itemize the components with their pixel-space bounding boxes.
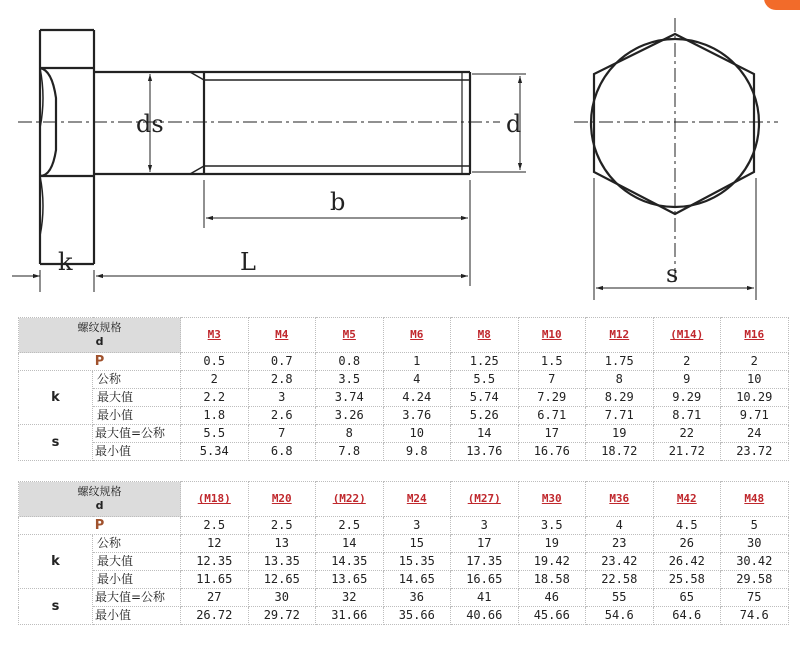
s-value: 26.72	[181, 607, 249, 625]
size-6: M36	[586, 482, 654, 517]
s-value: 23.72	[721, 443, 789, 461]
thread-spec-header	[19, 482, 181, 517]
k-sub-label: 最大值	[93, 389, 181, 407]
thread-spec-label: 螺纹规格	[77, 321, 122, 334]
pitch-row	[19, 517, 789, 535]
k-value: 2	[181, 371, 249, 389]
s-value: 7	[248, 425, 316, 443]
k-value: 18.58	[518, 571, 586, 589]
label-L: L	[240, 248, 256, 276]
k-row	[19, 371, 789, 389]
p-value-3: 1	[383, 353, 451, 371]
k-value: 15	[383, 535, 451, 553]
p-value-8: 5	[721, 517, 789, 535]
k-value: 16.65	[451, 571, 519, 589]
header-row	[19, 482, 789, 517]
s-value: 5.34	[181, 443, 249, 461]
k-value: 12	[181, 535, 249, 553]
size-8: M48	[721, 482, 789, 517]
p-value-2: 2.5	[316, 517, 384, 535]
param-p-label: P	[19, 517, 181, 535]
size-4: M8	[451, 318, 519, 353]
k-value: 9.71	[721, 407, 789, 425]
k-value: 23	[586, 535, 654, 553]
thread-spec-header	[19, 318, 181, 353]
k-row	[19, 389, 789, 407]
k-value: 13	[248, 535, 316, 553]
s-row	[19, 443, 789, 461]
k-value: 15.35	[383, 553, 451, 571]
k-value: 5.5	[451, 371, 519, 389]
k-row	[19, 571, 789, 589]
label-k: k	[58, 248, 73, 276]
p-value-2: 0.8	[316, 353, 384, 371]
size-1: M4	[248, 318, 316, 353]
label-b: b	[330, 188, 346, 216]
s-value: 13.76	[451, 443, 519, 461]
p-value-0: 0.5	[181, 353, 249, 371]
label-d: d	[506, 110, 522, 138]
k-value: 3	[248, 389, 316, 407]
s-value: 8	[316, 425, 384, 443]
size-6: M12	[586, 318, 654, 353]
k-value: 17	[451, 535, 519, 553]
p-value-4: 1.25	[451, 353, 519, 371]
k-value: 1.8	[181, 407, 249, 425]
p-value-5: 1.5	[518, 353, 586, 371]
size-7: (M14)	[653, 318, 721, 353]
k-value: 6.71	[518, 407, 586, 425]
k-sub-label: 公称	[93, 535, 181, 553]
size-0: (M18)	[181, 482, 249, 517]
k-value: 9	[653, 371, 721, 389]
size-5: M10	[518, 318, 586, 353]
size-4: (M27)	[451, 482, 519, 517]
s-value: 9.8	[383, 443, 451, 461]
p-value-3: 3	[383, 517, 451, 535]
s-value: 64.6	[653, 607, 721, 625]
k-value: 4	[383, 371, 451, 389]
s-value: 32	[316, 589, 384, 607]
top-view-dimensions	[574, 18, 778, 300]
s-value: 75	[721, 589, 789, 607]
k-value: 9.29	[653, 389, 721, 407]
p-value-7: 2	[653, 353, 721, 371]
s-sub-label: 最小值	[93, 443, 181, 461]
k-sub-label: 最小值	[93, 571, 181, 589]
k-row	[19, 407, 789, 425]
k-value: 2.2	[181, 389, 249, 407]
s-value: 22	[653, 425, 721, 443]
k-value: 5.26	[451, 407, 519, 425]
thread-spec-label: 螺纹规格	[77, 485, 122, 498]
s-value: 65	[653, 589, 721, 607]
k-value: 14	[316, 535, 384, 553]
s-value: 41	[451, 589, 519, 607]
s-value: 17	[518, 425, 586, 443]
bolt-technical-drawing	[0, 0, 800, 310]
k-sub-label: 公称	[93, 371, 181, 389]
size-8: M16	[721, 318, 789, 353]
dimension-lines	[12, 74, 526, 292]
s-value: 10	[383, 425, 451, 443]
s-sub-label: 最小值	[93, 607, 181, 625]
k-value: 3.5	[316, 371, 384, 389]
k-value: 11.65	[181, 571, 249, 589]
s-row	[19, 607, 789, 625]
k-value: 13.35	[248, 553, 316, 571]
p-value-7: 4.5	[653, 517, 721, 535]
s-value: 5.5	[181, 425, 249, 443]
s-value: 46	[518, 589, 586, 607]
size-1: M20	[248, 482, 316, 517]
pitch-row	[19, 353, 789, 371]
s-value: 6.8	[248, 443, 316, 461]
size-5: M30	[518, 482, 586, 517]
s-value: 40.66	[451, 607, 519, 625]
side-view	[40, 30, 470, 278]
spec-table-1	[18, 317, 789, 461]
k-value: 3.26	[316, 407, 384, 425]
size-3: M6	[383, 318, 451, 353]
s-value: 21.72	[653, 443, 721, 461]
size-2: (M22)	[316, 482, 384, 517]
s-value: 54.6	[586, 607, 654, 625]
s-value: 55	[586, 589, 654, 607]
k-value: 5.74	[451, 389, 519, 407]
k-value: 29.58	[721, 571, 789, 589]
thread-d-label: d	[95, 335, 104, 348]
k-value: 3.74	[316, 389, 384, 407]
s-row	[19, 589, 789, 607]
param-s-label: s	[19, 425, 93, 461]
s-sub-label: 最大值=公称	[93, 589, 181, 607]
k-value: 14.65	[383, 571, 451, 589]
s-value: 31.66	[316, 607, 384, 625]
k-value: 13.65	[316, 571, 384, 589]
s-value: 29.72	[248, 607, 316, 625]
s-value: 19	[586, 425, 654, 443]
param-p-label: P	[19, 353, 181, 371]
k-value: 30	[721, 535, 789, 553]
s-value: 45.66	[518, 607, 586, 625]
k-value: 12.65	[248, 571, 316, 589]
k-value: 22.58	[586, 571, 654, 589]
param-k-label: k	[19, 371, 93, 425]
label-s: s	[666, 260, 679, 288]
k-value: 3.76	[383, 407, 451, 425]
k-row	[19, 553, 789, 571]
s-value: 27	[181, 589, 249, 607]
k-value: 2.8	[248, 371, 316, 389]
param-k-label: k	[19, 535, 93, 589]
k-value: 10.29	[721, 389, 789, 407]
k-value: 25.58	[653, 571, 721, 589]
k-value: 8.29	[586, 389, 654, 407]
k-value: 17.35	[451, 553, 519, 571]
p-value-8: 2	[721, 353, 789, 371]
k-value: 8	[586, 371, 654, 389]
s-row	[19, 425, 789, 443]
s-value: 74.6	[721, 607, 789, 625]
k-value: 8.71	[653, 407, 721, 425]
size-3: M24	[383, 482, 451, 517]
k-row	[19, 535, 789, 553]
thread-d-label: d	[95, 499, 104, 512]
spec-table-2	[18, 481, 789, 625]
k-value: 14.35	[316, 553, 384, 571]
k-value: 26.42	[653, 553, 721, 571]
k-value: 19	[518, 535, 586, 553]
p-value-5: 3.5	[518, 517, 586, 535]
s-value: 7.8	[316, 443, 384, 461]
p-value-4: 3	[451, 517, 519, 535]
size-2: M5	[316, 318, 384, 353]
k-value: 19.42	[518, 553, 586, 571]
p-value-1: 0.7	[248, 353, 316, 371]
s-value: 35.66	[383, 607, 451, 625]
s-value: 24	[721, 425, 789, 443]
k-value: 30.42	[721, 553, 789, 571]
s-value: 36	[383, 589, 451, 607]
s-sub-label: 最大值=公称	[93, 425, 181, 443]
k-value: 2.6	[248, 407, 316, 425]
k-value: 7	[518, 371, 586, 389]
p-value-1: 2.5	[248, 517, 316, 535]
k-value: 26	[653, 535, 721, 553]
p-value-6: 4	[586, 517, 654, 535]
header-row	[19, 318, 789, 353]
param-s-label: s	[19, 589, 93, 625]
k-sub-label: 最大值	[93, 553, 181, 571]
size-7: M42	[653, 482, 721, 517]
s-value: 16.76	[518, 443, 586, 461]
size-0: M3	[181, 318, 249, 353]
s-value: 14	[451, 425, 519, 443]
k-value: 12.35	[181, 553, 249, 571]
p-value-0: 2.5	[181, 517, 249, 535]
k-sub-label: 最小值	[93, 407, 181, 425]
s-value: 18.72	[586, 443, 654, 461]
k-value: 4.24	[383, 389, 451, 407]
label-ds: ds	[136, 110, 164, 138]
k-value: 10	[721, 371, 789, 389]
p-value-6: 1.75	[586, 353, 654, 371]
k-value: 7.29	[518, 389, 586, 407]
k-value: 7.71	[586, 407, 654, 425]
k-value: 23.42	[586, 553, 654, 571]
s-value: 30	[248, 589, 316, 607]
